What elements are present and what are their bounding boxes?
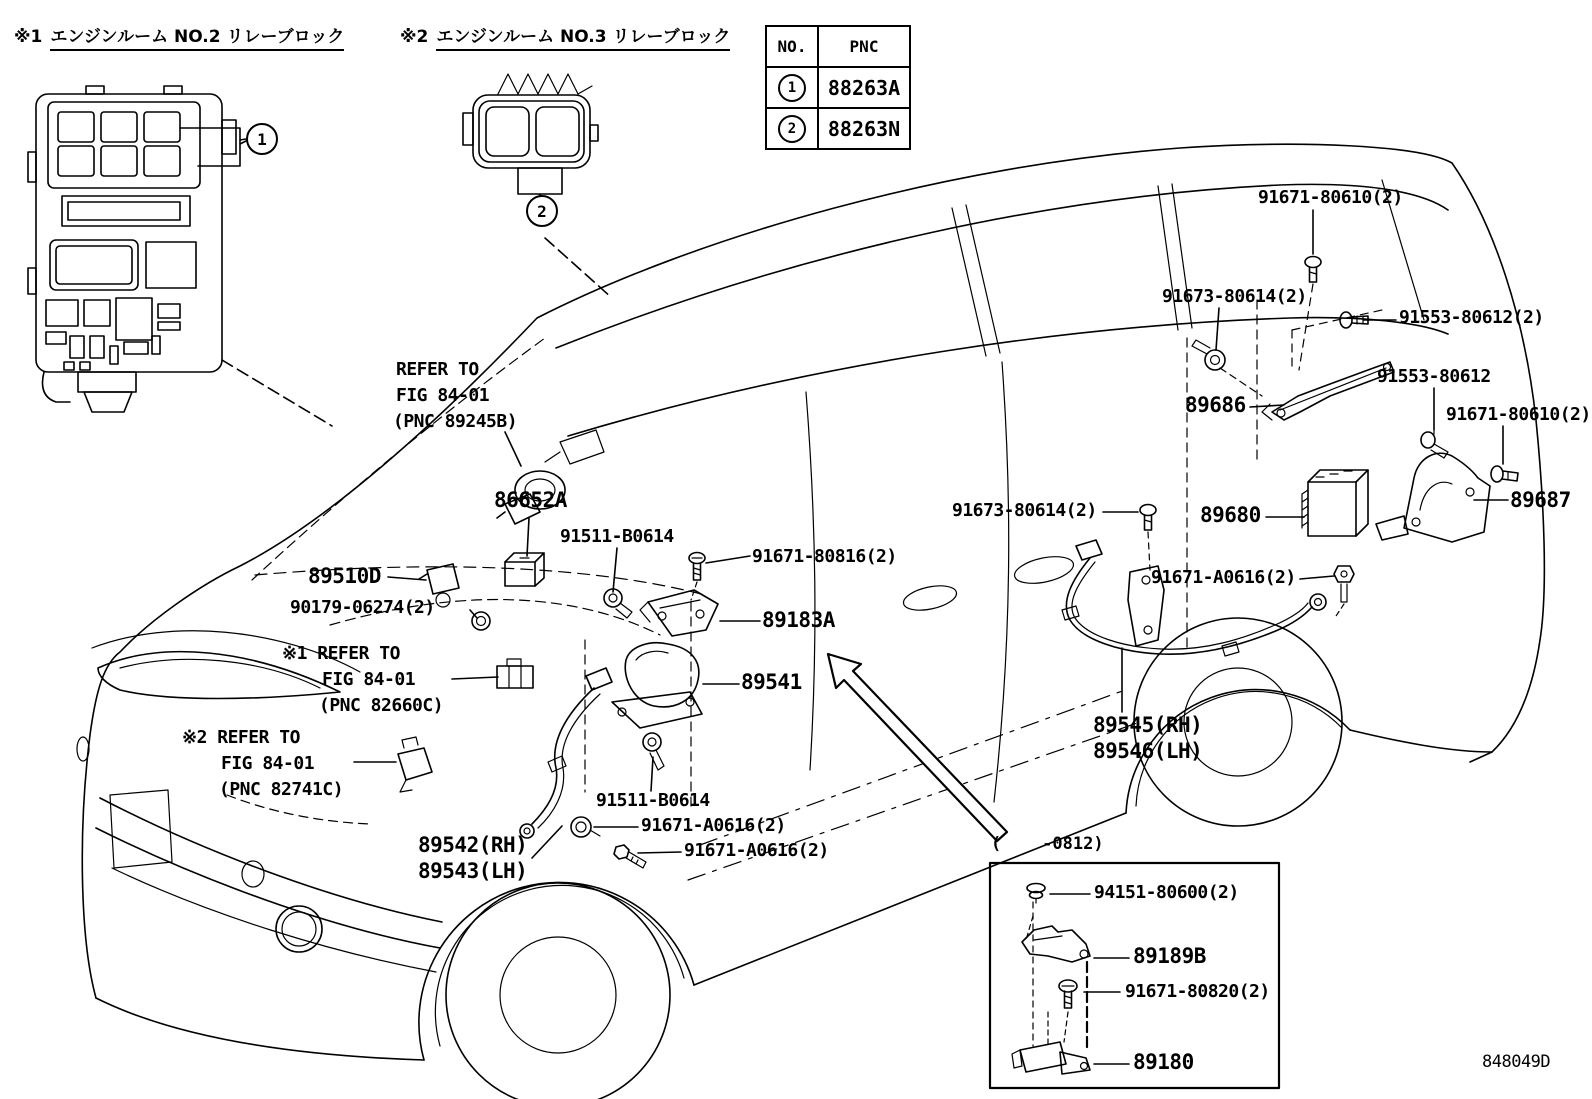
screw-91671-80610b-icon — [1491, 466, 1518, 482]
note2-label: エンジンルーム NO.3 リレーブロック — [436, 27, 730, 51]
bracket-89687-icon — [1376, 453, 1490, 542]
bracket-89189b-icon — [1022, 926, 1090, 962]
pnc-table-row2-no — [766, 108, 818, 149]
label-91671-a0616-c: 91671-A0616(2) — [1151, 567, 1296, 588]
pnc-table-row1-pnc: 88263A — [818, 67, 910, 108]
relay-block-no2-figure — [28, 86, 332, 426]
label-89687: 89687 — [1510, 488, 1571, 512]
label-91673-80614-a: 91673-80614(2) — [1162, 286, 1307, 307]
screw-91673-80614-lower-icon — [1140, 505, 1156, 571]
label-91671-80816: 91671-80816(2) — [752, 546, 897, 567]
note-relay-block-no2 — [14, 22, 344, 47]
pnc-table-header-no: NO. — [766, 26, 818, 67]
screw-91511-b0614-lower-icon — [643, 733, 664, 770]
label-refer-82741c-line3: (PNC 82741C) — [219, 779, 344, 800]
label-89680: 89680 — [1200, 503, 1261, 527]
label-89541: 89541 — [741, 670, 802, 694]
screw-91673-80614-upper-icon — [1192, 340, 1262, 396]
direction-arrow — [828, 654, 1007, 841]
pnc-table-header-pnc: PNC — [818, 26, 910, 67]
label-refer-82741c-line1: ※2 REFER TO — [182, 727, 300, 748]
label-91671-80610-a: 91671-80610(2) — [1258, 187, 1403, 208]
note1-prefix: ※1 — [14, 27, 43, 47]
label-refer-89245b-line1: REFER TO — [396, 359, 479, 380]
circled-1: 1 — [778, 74, 806, 102]
label-91671-80820: 91671-80820(2) — [1125, 981, 1270, 1002]
leader-lines — [354, 210, 1508, 1064]
relay-block-no3-figure — [463, 74, 612, 298]
label-89189b: 89189B — [1133, 944, 1206, 968]
rear-speed-sensor-harness-icon — [1062, 540, 1326, 656]
label-91553-80612-a: 91553-80612(2) — [1399, 307, 1544, 328]
label-89542-rh: 89542(RH) — [418, 833, 528, 857]
clip-94151-icon — [1027, 884, 1045, 904]
connector-82660c-icon — [497, 659, 533, 688]
callout-1-stem — [240, 141, 246, 144]
screw-91511-b0614-upper-icon — [604, 589, 632, 618]
label-refer-82660c-line3: (PNC 82660C) — [319, 695, 444, 716]
label-refer-89245b-line2: FIG 84-01 — [396, 385, 490, 406]
label-89686: 89686 — [1185, 393, 1246, 417]
label-91511-b0614-b: 91511-B0614 — [596, 790, 710, 811]
pnc-table-row1-no — [766, 67, 818, 108]
label-91511-b0614-a: 91511-B0614 — [560, 526, 674, 547]
label-89180: 89180 — [1133, 1050, 1194, 1074]
label-refer-82660c-line1: ※1 REFER TO — [282, 643, 400, 664]
figure-code: 848049D — [1482, 1052, 1551, 1072]
connector-82741c-icon — [398, 737, 432, 792]
label-90179-06274: 90179-06274(2) — [290, 597, 435, 618]
front-speed-sensor-harness-icon — [520, 668, 612, 838]
label-91671-80610-b: 91671-80610(2) — [1446, 404, 1591, 425]
label-94151-80600: 94151-80600(2) — [1094, 882, 1239, 903]
label-91671-a0616-a: 91671-A0616(2) — [641, 815, 786, 836]
label-89183a: 89183A — [762, 608, 835, 632]
buzzer-89180-icon — [1012, 1042, 1090, 1074]
bolt-91671-a0616-rear-icon — [1334, 566, 1354, 616]
label-refer-82741c-line2: FIG 84-01 — [221, 753, 315, 774]
label-inset-caption: ( -0812) — [991, 834, 1104, 854]
label-91673-80614-b: 91673-80614(2) — [952, 500, 1097, 521]
label-91553-80612-b: 91553-80612 — [1377, 366, 1491, 387]
callout-circle-1: 1 — [246, 123, 278, 155]
note2-prefix: ※2 — [400, 27, 429, 47]
pnc-table-row2-pnc: 88263N — [818, 108, 910, 149]
circled-2: 2 — [778, 115, 806, 143]
note-relay-block-no3 — [400, 22, 730, 47]
pnc-table — [765, 25, 911, 150]
note1-label: エンジンルーム NO.2 リレーブロック — [50, 27, 344, 51]
label-89546-lh: 89546(LH) — [1093, 739, 1203, 763]
roof-screw-91671-80610-icon — [1299, 257, 1321, 371]
bracket-89686-icon — [1262, 310, 1394, 420]
callout-circle-2: 2 — [526, 195, 558, 227]
label-refer-89245b-line3: (PNC 89245B) — [393, 411, 518, 432]
label-91671-a0616-b: 91671-A0616(2) — [684, 840, 829, 861]
bracket-89183a-icon — [640, 590, 718, 636]
label-86652a: 86652A — [494, 488, 567, 512]
screw-91671-80820-icon — [1059, 980, 1077, 1008]
label-89510d: 89510D — [308, 564, 381, 588]
bolt-91671-a0616-front2-icon — [614, 845, 646, 868]
yaw-sensor-89541-icon — [585, 602, 702, 806]
label-89543-lh: 89543(LH) — [418, 859, 528, 883]
label-89545-rh: 89545(RH) — [1093, 713, 1203, 737]
label-refer-82660c-line2: FIG 84-01 — [322, 669, 416, 690]
